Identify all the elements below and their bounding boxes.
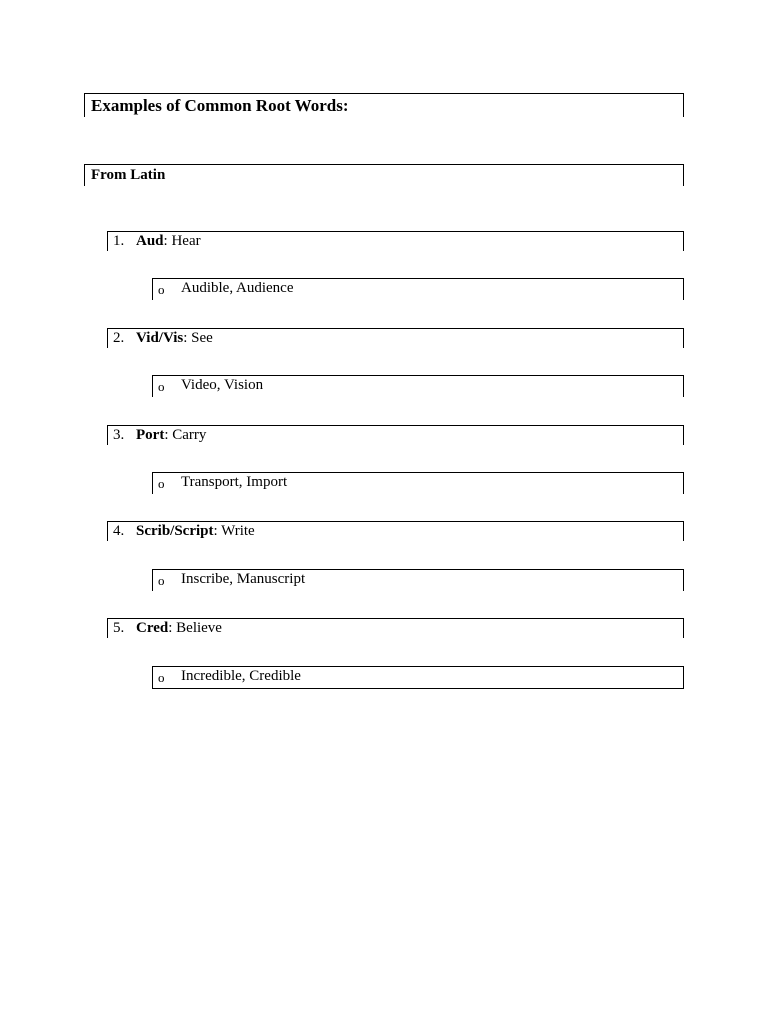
list-item-number: 3.	[113, 427, 125, 443]
example-words: Video, Vision	[181, 377, 264, 393]
list-item-port	[107, 425, 684, 445]
list-item-number: 2.	[113, 330, 125, 346]
root-word: Aud	[136, 233, 164, 249]
list-item-text	[136, 427, 206, 444]
list-item-text	[136, 233, 201, 250]
list-item-number: 1.	[113, 233, 125, 249]
example-words: Transport, Import	[181, 474, 288, 490]
example-words: Incredible, Credible	[181, 668, 301, 684]
section-heading: From Latin	[91, 167, 166, 183]
list-item-scrib-script	[107, 521, 684, 541]
separator: :	[163, 233, 168, 249]
sub-item-vid-vis-examples	[152, 375, 684, 397]
sub-item-port-examples	[152, 472, 684, 494]
bullet-marker: o	[158, 670, 165, 685]
bullet-marker: o	[158, 573, 165, 588]
list-item-text	[136, 330, 213, 347]
separator: :	[183, 330, 188, 346]
title-block	[84, 93, 684, 117]
separator: :	[213, 523, 218, 539]
sub-item-scrib-script-examples	[152, 569, 684, 591]
document-title: Examples of Common Root Words:	[91, 96, 349, 115]
example-words: Audible, Audience	[181, 280, 294, 296]
list-item-aud	[107, 231, 684, 251]
section-heading-block	[84, 164, 684, 186]
root-meaning: See	[187, 330, 213, 346]
sub-item-aud-examples	[152, 278, 684, 300]
root-word: Port	[136, 427, 165, 443]
root-meaning: Write	[217, 523, 255, 539]
root-word: Scrib/Script	[136, 523, 214, 539]
list-item-cred	[107, 618, 684, 638]
list-item-text	[136, 620, 222, 637]
sub-item-cred-examples	[152, 666, 684, 689]
bullet-marker: o	[158, 476, 165, 491]
root-word: Cred	[136, 620, 169, 636]
bullet-marker: o	[158, 282, 165, 297]
list-item-text	[136, 523, 255, 540]
root-meaning: Carry	[168, 427, 207, 443]
root-meaning: Hear	[167, 233, 201, 249]
list-item-number: 4.	[113, 523, 125, 539]
separator: :	[164, 427, 169, 443]
bullet-marker: o	[158, 379, 165, 394]
example-words: Inscribe, Manuscript	[181, 571, 306, 587]
list-item-vid-vis	[107, 328, 684, 348]
root-word: Vid/Vis	[136, 330, 184, 346]
separator: :	[168, 620, 173, 636]
root-meaning: Believe	[172, 620, 222, 636]
list-item-number: 5.	[113, 620, 125, 636]
